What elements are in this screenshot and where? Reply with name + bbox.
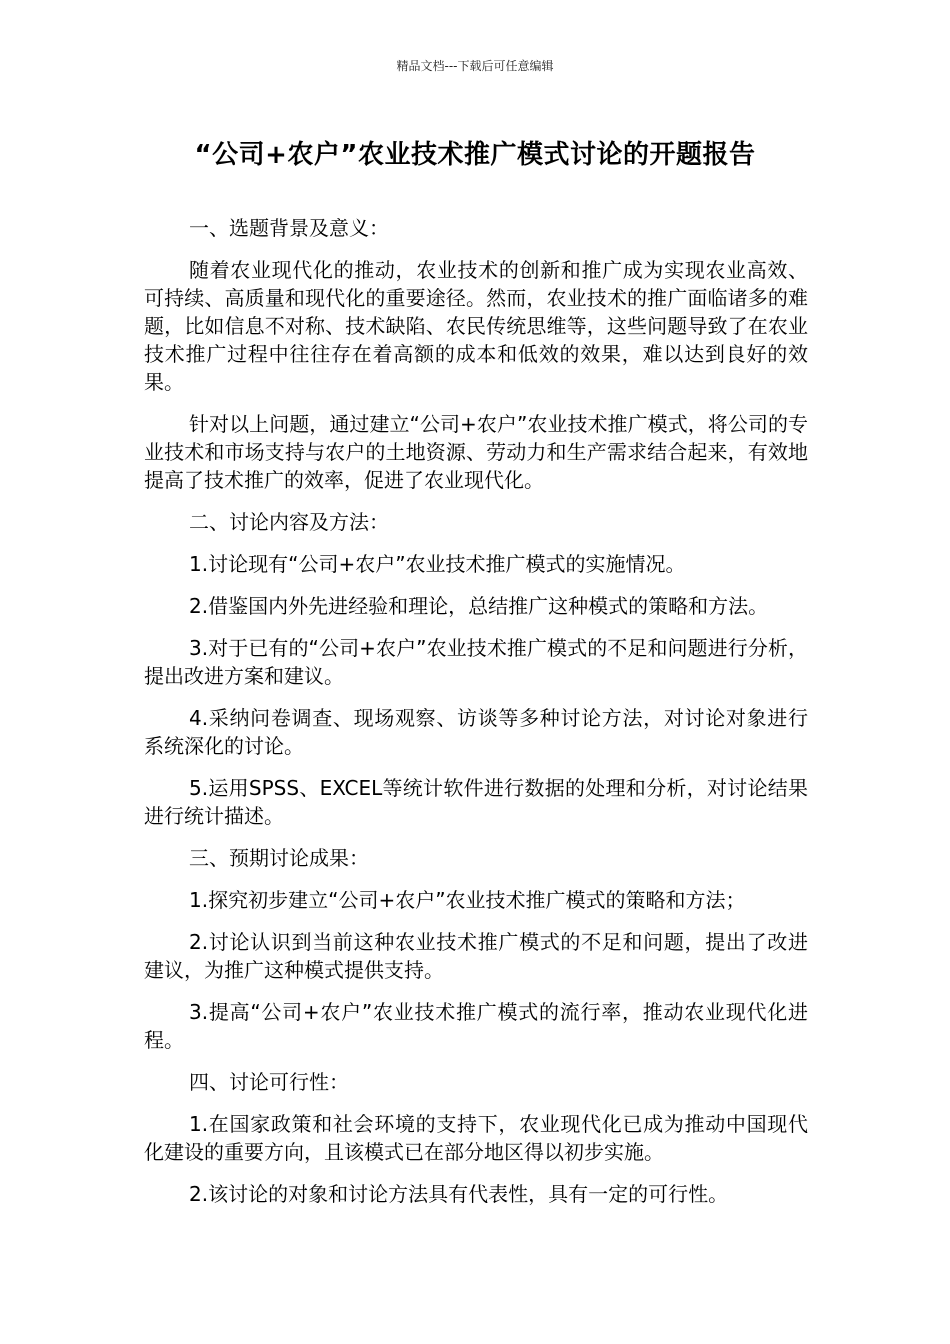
list-item-method-5: 5.运用SPSS、EXCEL等统计软件进行数据的处理和分析，对讨论结果进行统计描述。 [144,776,808,828]
list-item-method-1: 1.讨论现有“公司+农户”农业技术推广模式的实施情况。 [189,552,686,576]
list-item-result-3: 3.提高“公司+农户”农业技术推广模式的流行率，推动农业现代化进程。 [144,1000,808,1052]
paragraph-solution: 针对以上问题，通过建立“公司+农户”农业技术推广模式，将公司的专业技术和市场支持与农户的土地资源、劳动力和生产需求结合起来，有效地提高了技术推广的效率，促进了农业现代化。 [144,412,808,492]
list-item-method-3: 3.对于已有的“公司+农户”农业技术推广模式的不足和问题进行分析，提出改进方案和建议。 [144,636,808,688]
list-item-method-4: 4.采纳问卷调查、现场观察、访谈等多种讨论方法，对讨论对象进行系统深化的讨论。 [144,706,808,758]
document-title: “公司+农户”农业技术推广模式讨论的开题报告 [194,140,756,170]
list-item-method-2: 2.借鉴国内外先进经验和理论，总结推广这种模式的策略和方法。 [189,594,769,618]
section-heading-content-methods: 二、讨论内容及方法： [189,510,389,534]
list-item-result-1: 1.探究初步建立“公司+农户”农业技术推广模式的策略和方法； [189,888,746,912]
document-body [144,214,808,1222]
list-item-feasibility-2: 2.该讨论的对象和讨论方法具有代表性，具有一定的可行性。 [189,1182,729,1206]
section-heading-expected-results: 三、预期讨论成果： [189,846,369,870]
list-item-result-2: 2.讨论认识到当前这种农业技术推广模式的不足和问题，提出了改进建议，为推广这种模式提供支持。 [144,930,808,982]
header-note: 精品文档---下载后可任意编辑 [396,59,554,73]
section-heading-background: 一、选题背景及意义： [189,216,389,240]
paragraph-background: 随着农业现代化的推动，农业技术的创新和推广成为实现农业高效、可持续、高质量和现代化的重要途径。然而，农业技术的推广面临诸多的难题，比如信息不对称、技术缺陷、农民传统思维等，这些问题导致了在农业技术推广过程中往往存在着高额的成本和低效的效果，难以达到良好的效果。 [144,258,808,394]
section-heading-feasibility: 四、讨论可行性： [189,1070,349,1094]
list-item-feasibility-1: 1.在国家政策和社会环境的支持下，农业现代化已成为推动中国现代化建设的重要方向，且该模式已在部分地区得以初步实施。 [144,1112,808,1164]
